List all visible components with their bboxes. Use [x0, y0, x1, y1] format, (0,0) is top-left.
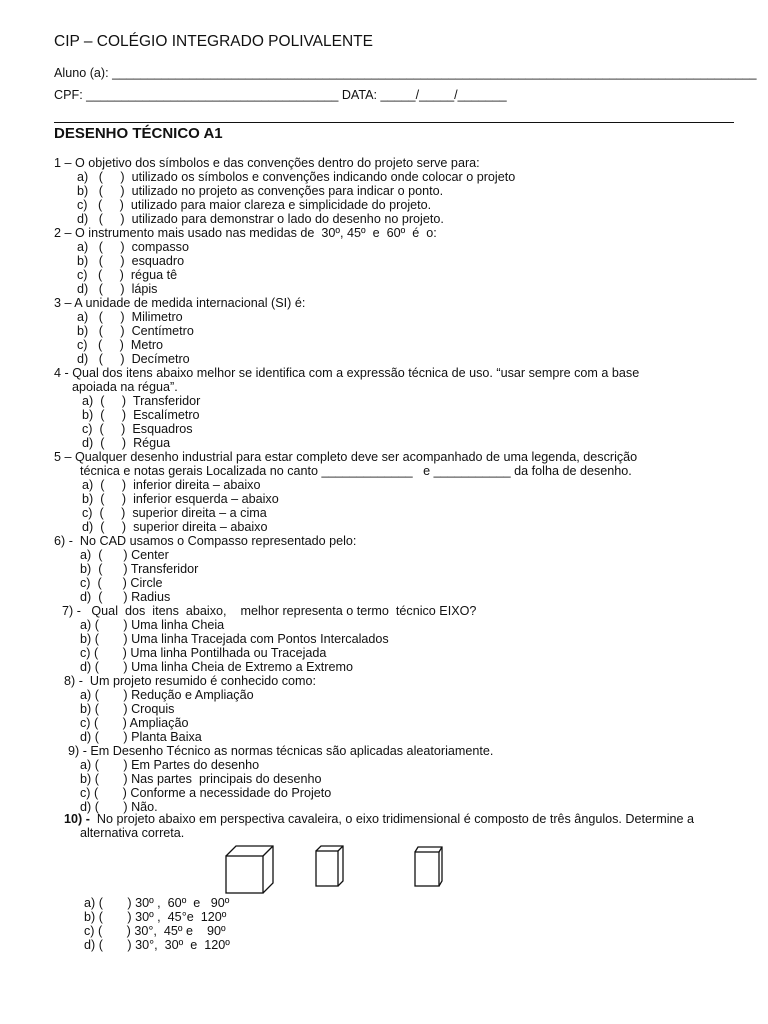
- question-10-option-3: c) ( ) 30°, 45º e 90º: [84, 924, 226, 938]
- question-line-21: d) ( ) Régua: [82, 436, 171, 450]
- cpf-date-field: CPF: ____________________________________ DATA: _____/_____/_______: [54, 88, 507, 102]
- header-rule: [54, 122, 734, 123]
- question-line-4: c) ( ) utilizado para maior clareza e simplicidade do projeto.: [77, 198, 432, 212]
- page-title: DESENHO TÉCNICO A1: [54, 125, 223, 142]
- cube-3: [415, 847, 442, 886]
- question-10-continuation: alternativa correta.: [80, 826, 185, 840]
- question-line-28: 6) - No CAD usamos o Compasso representado pelo:: [54, 534, 357, 548]
- question-10: [64, 812, 694, 826]
- question-line-9: c) ( ) régua tê: [77, 268, 178, 282]
- question-line-36: c) ( ) Uma linha Pontilhada ou Tracejada: [80, 646, 327, 660]
- question-line-39: a) ( ) Redução e Ampliação: [80, 688, 254, 702]
- question-line-30: b) ( ) Transferidor: [80, 562, 199, 576]
- question-line-43: 9) - Em Desenho Técnico as normas técnicas são aplicadas aleatoriamente.: [68, 744, 494, 758]
- question-line-20: c) ( ) Esquadros: [82, 422, 193, 436]
- question-line-6: 2 – O instrumento mais usado nas medidas de 30º, 45º e 60º é o:: [54, 226, 437, 240]
- question-line-26: c) ( ) superior direita – a cima: [82, 506, 267, 520]
- question-line-1: 1 – O objetivo dos símbolos e das convenções dentro do projeto serve para:: [54, 156, 480, 170]
- question-line-44: a) ( ) Em Partes do desenho: [80, 758, 260, 772]
- question-line-40: b) ( ) Croquis: [80, 702, 175, 716]
- question-line-5: d) ( ) utilizado para demonstrar o lado do desenho no projeto.: [77, 212, 444, 226]
- question-10-number: 10) -: [64, 812, 90, 826]
- question-line-42: d) ( ) Planta Baixa: [80, 730, 202, 744]
- question-line-24: a) ( ) inferior direita – abaixo: [82, 478, 261, 492]
- question-10-option-4: d) ( ) 30°, 30º e 120º: [84, 938, 230, 952]
- question-line-19: b) ( ) Escalímetro: [82, 408, 200, 422]
- question-line-10: d) ( ) lápis: [77, 282, 158, 296]
- question-line-17: apoiada na régua”.: [72, 380, 178, 394]
- question-line-33: 7) - Qual dos itens abaixo, melhor representa o termo técnico EIXO?: [62, 604, 477, 618]
- question-line-32: d) ( ) Radius: [80, 590, 171, 604]
- question-line-47: d) ( ) Não.: [80, 800, 158, 814]
- question-line-13: b) ( ) Centímetro: [77, 324, 194, 338]
- question-line-16: 4 - Qual dos itens abaixo melhor se identifica com a expressão técnica de uso. “usar sempre com a base: [54, 366, 640, 380]
- cube-perspective-drawings: [222, 843, 452, 895]
- question-line-45: b) ( ) Nas partes principais do desenho: [80, 772, 322, 786]
- question-10-text: No projeto abaixo em perspectiva cavaleira, o eixo tridimensional é composto de três ângulos. Determine a: [89, 812, 695, 826]
- question-line-15: d) ( ) Decímetro: [77, 352, 190, 366]
- school-name: CIP – COLÉGIO INTEGRADO POLIVALENTE: [54, 33, 373, 50]
- question-line-2: a) ( ) utilizado os símbolos e convenções indicando onde colocar o projeto: [77, 170, 516, 184]
- question-line-23: técnica e notas gerais Localizada no canto _____________ e ___________ da folha de desenho.: [80, 464, 632, 478]
- question-line-34: a) ( ) Uma linha Cheia: [80, 618, 225, 632]
- question-line-14: c) ( ) Metro: [77, 338, 164, 352]
- question-line-25: b) ( ) inferior esquerda – abaixo: [82, 492, 279, 506]
- question-line-35: b) ( ) Uma linha Tracejada com Pontos Intercalados: [80, 632, 389, 646]
- question-line-7: a) ( ) compasso: [77, 240, 189, 254]
- question-line-38: 8) - Um projeto resumido é conhecido como:: [64, 674, 316, 688]
- question-line-37: d) ( ) Uma linha Cheia de Extremo a Extremo: [80, 660, 353, 674]
- question-line-18: a) ( ) Transferidor: [82, 394, 201, 408]
- question-line-12: a) ( ) Milimetro: [77, 310, 183, 324]
- cube-1: [226, 846, 273, 893]
- question-line-41: c) ( ) Ampliação: [80, 716, 189, 730]
- question-10-option-1: a) ( ) 30º , 60º e 90º: [84, 896, 230, 910]
- question-line-22: 5 – Qualquer desenho industrial para estar completo deve ser acompanhado de uma legenda, descrição: [54, 450, 638, 464]
- question-line-11: 3 – A unidade de medida internacional (SI) é:: [54, 296, 306, 310]
- question-line-29: a) ( ) Center: [80, 548, 169, 562]
- question-line-27: d) ( ) superior direita – abaixo: [82, 520, 268, 534]
- student-name-field: Aluno (a): ____________________________________________________________________________________________: [54, 66, 757, 80]
- question-line-8: b) ( ) esquadro: [77, 254, 185, 268]
- question-line-31: c) ( ) Circle: [80, 576, 163, 590]
- question-line-3: b) ( ) utilizado no projeto as convenções para indicar o ponto.: [77, 184, 444, 198]
- question-line-46: c) ( ) Conforme a necessidade do Projeto: [80, 786, 332, 800]
- question-10-option-2: b) ( ) 30º , 45°e 120º: [84, 910, 227, 924]
- cube-2: [316, 846, 343, 886]
